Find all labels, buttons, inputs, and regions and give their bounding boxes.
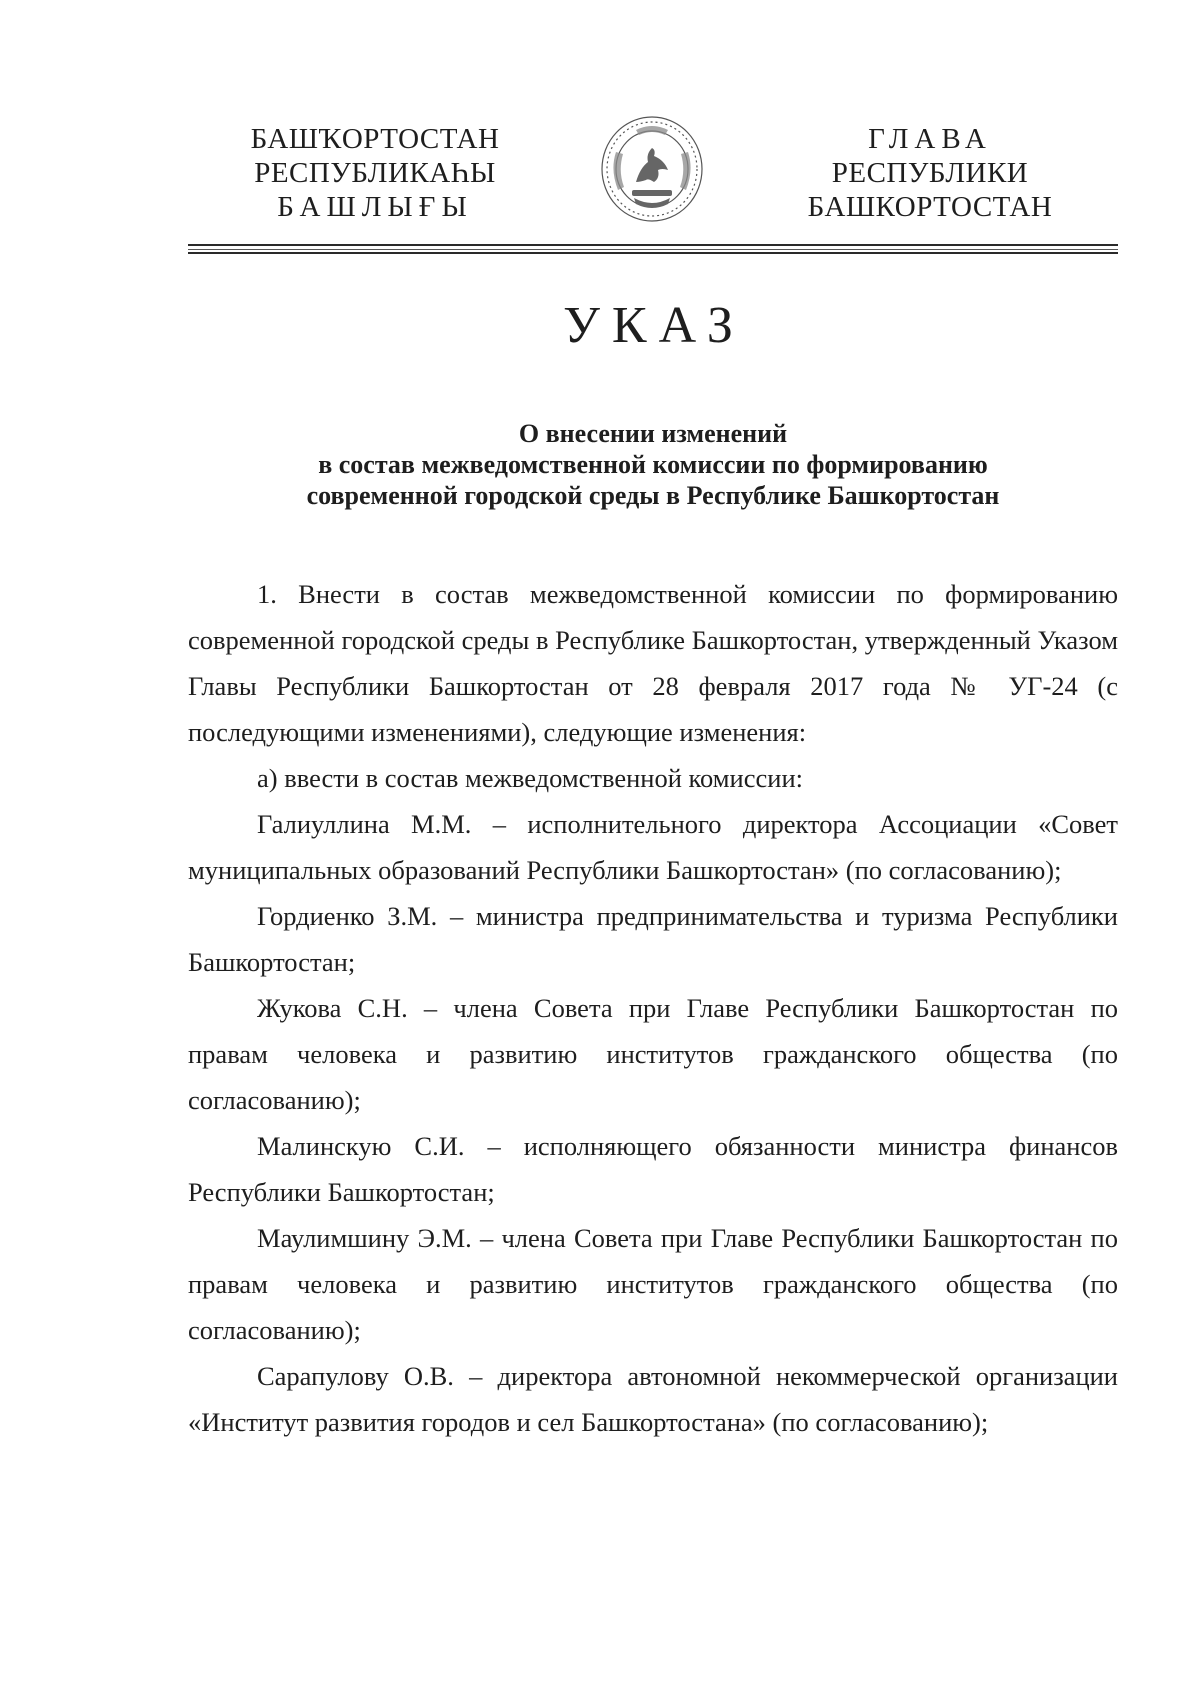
paragraph-2: а) ввести в состав межведомственной комиссии:: [257, 763, 803, 793]
header-right-line-2: РЕСПУБЛИКИ: [831, 157, 1029, 189]
paragraph-1: 1. Внести в состав межведомственной комиссии по формированию современной городской среды в Республике Башкортостан, утвержденный Указом Главы Республики Башкортостан от 28 февраля 2017 года № УГ-24 (с последующими изменениями), следующие изменения:: [188, 579, 1118, 747]
title-line-3: современной городской среды в Республике Башкортостан: [306, 481, 1000, 510]
header-left-line-1: БАШҠОРТОСТАН: [250, 123, 500, 155]
paragraph-5: Жукова С.Н. – члена Совета при Главе Республики Башкортостан по правам человека и развитию институтов гражданского общества (по согласованию);: [188, 993, 1118, 1115]
paragraph-7: Маулимшину Э.М. – члена Совета при Главе Республики Башкортостан по правам человека и развитию институтов гражданского общества (по согласованию);: [188, 1223, 1118, 1345]
header-divider-bottom: [188, 252, 1118, 254]
title-line-1: О внесении изменений: [518, 419, 788, 448]
header-divider-middle: [188, 249, 1118, 250]
coat-of-arms-emblem: [596, 112, 708, 226]
header-right-line-3: БАШКОРТОСТАН: [807, 191, 1053, 223]
document-title: [188, 418, 1118, 511]
title-line-2: в состав межведомственной комиссии по формированию: [318, 450, 988, 479]
header-left-line-2: РЕСПУБЛИКАҺЫ: [254, 157, 496, 189]
paragraph-4: Гордиенко З.М. – министра предпринимательства и туризма Республики Башкортостан;: [188, 901, 1118, 977]
paragraph-6: Малинскую С.И. – исполняющего обязанности министра финансов Республики Башкортостан;: [188, 1131, 1118, 1207]
header-right-russian: [780, 122, 1080, 224]
paragraph-3: Галиуллина М.М. – исполнительного директора Ассоциации «Совет муниципальных образований Республики Башкортостан» (по согласованию);: [188, 809, 1118, 885]
paragraph-8: Сарапулову О.В. – директора автономной некоммерческой организации «Институт развития городов и сел Башкортостана» (по согласованию);: [188, 1361, 1118, 1437]
document-type-heading: УКАЗ: [563, 297, 745, 354]
header-right-line-1: ГЛАВА: [868, 123, 992, 155]
header-left-bashkir: [230, 122, 520, 224]
document-body: [188, 571, 1118, 1445]
header-left-line-3: БАШЛЫҒЫ: [277, 191, 473, 223]
header-divider-top: [188, 244, 1118, 246]
